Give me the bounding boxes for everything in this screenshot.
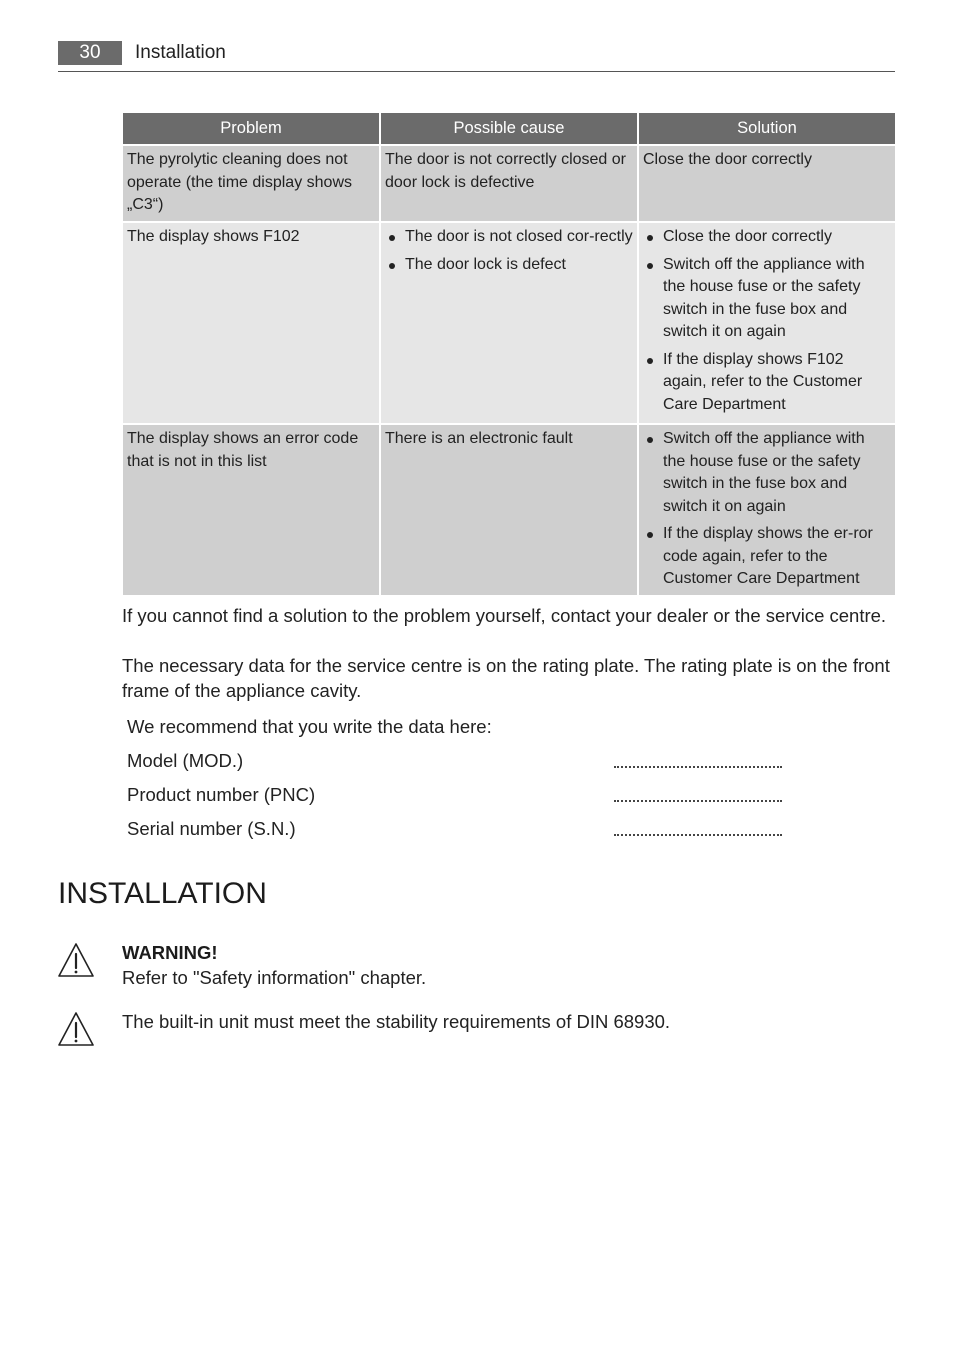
- model-fill-line: [614, 764, 782, 768]
- cause-cell: [381, 223, 637, 423]
- stability-note: The built-in unit must meet the stability requirements of DIN 68930.: [122, 1011, 671, 1032]
- column-header-problem: Problem: [123, 113, 379, 144]
- cause-list-item: The door is not closed cor-rectly: [385, 226, 633, 249]
- product-number-fill-line: [614, 798, 782, 802]
- product-number-label: Product number (PNC): [127, 784, 316, 805]
- rating-plate-paragraph: The necessary data for the service centre is on the rating plate. The rating plate is on the front frame of the appliance cavity.: [122, 655, 890, 701]
- record-intro: We recommend that you write the data here:: [127, 716, 492, 737]
- model-label: Model (MOD.): [127, 750, 244, 771]
- solution-cell: [639, 425, 895, 595]
- solution-cell: Close the door correctly: [639, 146, 895, 221]
- header-section-title: Installation: [135, 42, 226, 63]
- column-header-solution: Solution: [639, 113, 895, 144]
- problem-cell: The pyrolytic cleaning does not operate (the time display shows „C3“): [123, 146, 379, 221]
- serial-number-label: Serial number (S.N.): [127, 818, 296, 839]
- cause-cell: There is an electronic fault: [381, 425, 637, 595]
- table-row: [123, 425, 895, 595]
- solution-list-item: Switch off the appliance with the house fuse or the safety switch in the fuse box and switch it on again: [643, 254, 891, 344]
- cause-cell: The door is not correctly closed or door lock is defective: [381, 146, 637, 221]
- page-number: 30: [58, 41, 122, 65]
- table-row: [123, 223, 895, 423]
- solution-list-item: Close the door correctly: [643, 226, 891, 249]
- warning-title: WARNING!: [122, 942, 218, 963]
- troubleshooting-table: [121, 111, 897, 597]
- solution-list-item: Switch off the appliance with the house fuse or the safety switch in the fuse box and switch it on again: [643, 428, 891, 518]
- service-paragraph: If you cannot find a solution to the problem yourself, contact your dealer or the service centre.: [122, 605, 887, 626]
- solution-list-item: If the display shows the er-ror code again, refer to the Customer Care Department: [643, 523, 891, 591]
- warning-triangle-icon: [57, 942, 95, 978]
- problem-cell: The display shows an error code that is not in this list: [123, 425, 379, 595]
- serial-number-fill-line: [614, 832, 782, 836]
- column-header-cause: Possible cause: [381, 113, 637, 144]
- warning-text: Refer to "Safety information" chapter.: [122, 967, 427, 988]
- problem-cell: The display shows F102: [123, 223, 379, 423]
- page-header: [58, 40, 895, 72]
- table-row: [123, 146, 895, 221]
- solution-list-item: If the display shows F102 again, refer to the Customer Care Department: [643, 349, 891, 417]
- section-title: INSTALLATION: [58, 877, 267, 910]
- warning-triangle-icon: [57, 1011, 95, 1047]
- solution-cell: [639, 223, 895, 423]
- cause-list-item: The door lock is defect: [385, 254, 633, 277]
